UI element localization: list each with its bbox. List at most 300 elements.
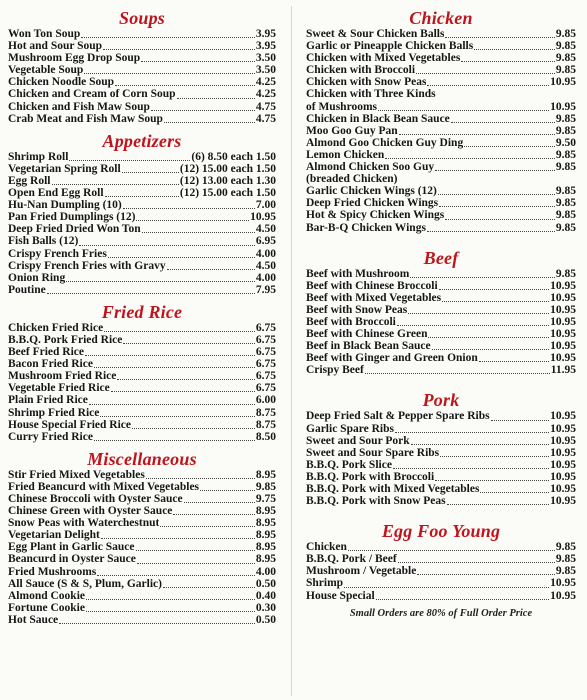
dot-leader — [52, 184, 179, 185]
dot-leader — [439, 206, 555, 207]
dot-leader — [480, 492, 549, 493]
item-name: Mushroom Fried Rice — [8, 370, 117, 383]
item-name: Hot and Sour Soup — [8, 40, 103, 53]
menu-item — [8, 358, 276, 370]
item-price: 10.95 — [550, 76, 576, 89]
item-price: 0.30 — [255, 601, 276, 614]
dot-leader — [200, 490, 255, 491]
item-price: 9.85 — [555, 197, 576, 210]
section-gap — [306, 376, 576, 390]
item-price: 10.95 — [550, 303, 576, 316]
dot-leader — [105, 196, 179, 197]
item-name: Curry Fried Rice — [8, 430, 93, 443]
dot-leader — [408, 313, 549, 314]
menu-item — [306, 495, 576, 507]
item-name: Vegetarian Delight — [8, 529, 100, 542]
item-name: Almond Cookie — [8, 589, 85, 602]
dot-leader — [416, 73, 555, 74]
item-price: (6) 8.50 each 1.50 — [191, 150, 276, 163]
dot-leader — [417, 574, 555, 575]
item-name: Beef with Chinese Green — [306, 328, 428, 341]
dot-leader — [365, 373, 550, 374]
menu-item — [8, 223, 276, 235]
menu-item — [8, 113, 276, 125]
menu-item — [8, 566, 276, 578]
section-heading: Appetizers — [102, 130, 182, 151]
dot-leader — [442, 301, 549, 302]
menu-item — [8, 199, 276, 211]
item-name: Egg Roll — [8, 174, 51, 187]
item-name: Snow Peas with Waterchestnut — [8, 517, 160, 530]
menu-item — [8, 541, 276, 553]
menu-item — [306, 577, 576, 589]
item-name: Fried Mushrooms — [8, 565, 97, 578]
menu-item — [306, 471, 576, 483]
menu-item — [8, 88, 276, 100]
item-price: 4.00 — [255, 271, 276, 284]
item-name: Almond Goo Chicken Guy Ding — [306, 136, 464, 149]
dot-leader — [445, 219, 555, 220]
menu-item — [8, 505, 276, 517]
dot-leader — [164, 122, 255, 123]
dot-leader — [348, 550, 555, 551]
menu-item — [306, 459, 576, 471]
menu-item — [8, 529, 276, 541]
item-name: Vegetable Soup — [8, 64, 84, 77]
dot-leader — [344, 587, 549, 588]
dot-leader — [464, 146, 555, 147]
item-price: 10.95 — [550, 495, 576, 508]
menu-item — [306, 328, 576, 340]
item-price: 4.50 — [255, 259, 276, 272]
menu-right-column — [306, 0, 576, 619]
menu-item — [306, 149, 576, 161]
menu-item — [306, 125, 576, 137]
item-price: 4.00 — [255, 565, 276, 578]
menu-item — [8, 614, 276, 626]
section-heading: Beef — [423, 247, 459, 268]
menu-item — [8, 151, 276, 163]
dot-leader — [85, 355, 255, 356]
item-price: 8.75 — [255, 406, 276, 419]
dot-leader — [435, 480, 549, 481]
dot-leader — [103, 49, 255, 50]
dot-leader — [81, 37, 255, 38]
dot-leader — [97, 575, 255, 576]
menu-item — [306, 541, 576, 553]
item-price: 6.75 — [255, 321, 276, 334]
item-name: Open End Egg Roll — [8, 187, 104, 200]
dot-leader — [163, 587, 255, 588]
item-name: House Special — [306, 589, 375, 602]
menu-item — [8, 52, 276, 64]
item-price: 9.85 — [555, 541, 576, 554]
item-name: Crab Meat and Fish Maw Soup — [8, 112, 163, 125]
item-name: Poutine — [8, 283, 46, 296]
menu-item — [306, 101, 576, 113]
dot-leader — [141, 61, 255, 62]
menu-item — [306, 137, 576, 149]
item-price: 3.95 — [255, 28, 276, 40]
item-price: (12) 15.00 each 1.50 — [179, 162, 276, 175]
dot-leader — [399, 134, 555, 135]
dot-leader — [411, 444, 550, 445]
item-name: Chicken with Three Kinds — [306, 88, 436, 101]
section-heading: Pork — [422, 390, 460, 411]
dot-leader — [395, 432, 549, 433]
dot-leader — [398, 562, 555, 563]
menu-item — [306, 410, 576, 422]
dot-leader — [47, 293, 255, 294]
column-divider — [291, 6, 292, 696]
item-name: Deep Fried Dried Won Ton — [8, 223, 141, 236]
menu-item — [8, 419, 276, 431]
menu-item — [306, 590, 576, 602]
menu-section — [8, 131, 276, 296]
item-name: Sweet and Sour Pork — [306, 434, 410, 447]
item-price: 9.85 — [555, 148, 576, 161]
dot-leader — [122, 172, 179, 173]
menu-item — [8, 235, 276, 247]
menu-item — [306, 316, 576, 328]
item-name: Chinese Green with Oyster Sauce — [8, 505, 173, 518]
item-name: Mushroom / Vegetable — [306, 565, 417, 578]
item-name: Beef with Chinese Broccoli — [306, 279, 438, 292]
item-name: Mushroom Egg Drop Soup — [8, 52, 141, 65]
menu-item — [306, 161, 576, 173]
menu-item — [8, 517, 276, 529]
menu-item — [8, 40, 276, 52]
section-gap — [306, 234, 576, 248]
dot-leader — [428, 337, 549, 338]
menu-item — [306, 113, 576, 125]
item-name: House Special Fried Rice — [8, 418, 131, 431]
dot-leader — [146, 478, 255, 479]
item-name: Hot & Spicy Chicken Wings — [306, 209, 445, 222]
menu-item — [8, 346, 276, 358]
dot-leader — [474, 49, 555, 50]
item-price: 9.85 — [255, 480, 276, 493]
dot-leader — [447, 504, 550, 505]
item-name: Crispy French Fries — [8, 247, 107, 260]
item-price: 8.50 — [255, 430, 276, 443]
menu-item — [306, 423, 576, 435]
item-price: 9.85 — [555, 161, 576, 174]
menu-item — [8, 175, 276, 187]
dot-leader — [177, 98, 255, 99]
menu-item — [306, 268, 576, 280]
item-price: 10.95 — [550, 279, 576, 292]
section-heading: Egg Foo Young — [381, 521, 501, 542]
item-price: 9.85 — [555, 209, 576, 222]
item-price: 6.75 — [255, 333, 276, 346]
item-name: Egg Plant in Garlic Sauce — [8, 541, 135, 554]
menu-item — [8, 469, 276, 481]
dot-leader — [376, 599, 549, 600]
dot-leader — [438, 194, 555, 195]
item-price: 10.95 — [550, 458, 576, 471]
item-price: 9.85 — [555, 28, 576, 40]
dot-leader — [167, 269, 255, 270]
item-name: Crispy French Fries with Gravy — [8, 259, 166, 272]
menu-item — [8, 602, 276, 614]
item-price: 8.95 — [255, 468, 276, 481]
menu-item — [306, 28, 576, 40]
dot-leader — [151, 110, 255, 111]
dot-leader — [86, 599, 255, 600]
menu-section — [306, 248, 576, 377]
menu-item — [8, 76, 276, 88]
dot-leader — [451, 122, 555, 123]
item-price: 4.25 — [255, 76, 276, 89]
item-price: 4.75 — [255, 100, 276, 113]
item-name: Fish Balls (12) — [8, 235, 79, 248]
item-name: Shrimp — [306, 577, 344, 590]
dot-leader — [173, 514, 254, 515]
dot-leader — [108, 257, 255, 258]
dot-leader — [123, 208, 255, 209]
dot-leader — [378, 110, 549, 111]
dot-leader — [86, 611, 255, 612]
item-price: 9.85 — [555, 185, 576, 198]
menu-item — [306, 197, 576, 209]
item-price: 10.95 — [550, 589, 576, 602]
menu-section — [8, 302, 276, 443]
dot-leader — [104, 331, 255, 332]
menu-section — [8, 449, 276, 626]
small-orders-note: Small Orders are 80% of Full Order Price — [349, 607, 533, 619]
item-price: 6.95 — [255, 235, 276, 248]
item-name: Chicken — [306, 541, 347, 554]
menu-item — [8, 553, 276, 565]
dot-leader — [89, 404, 255, 405]
menu-item — [306, 304, 576, 316]
dot-leader — [385, 158, 555, 159]
item-price: 10.95 — [550, 577, 576, 590]
item-price: 10.95 — [550, 434, 576, 447]
item-name: Chicken with Mixed Vegetables — [306, 52, 461, 65]
item-name: Chicken with Snow Peas — [306, 76, 427, 89]
dot-leader — [440, 456, 549, 457]
item-price: 0.40 — [255, 589, 276, 602]
item-name: Chicken Noodle Soup — [8, 76, 115, 89]
menu-item — [306, 40, 576, 52]
item-price: (12) 15.00 each 1.50 — [179, 187, 276, 200]
menu-item — [8, 211, 276, 223]
item-name: Pan Fried Dumplings (12) — [8, 211, 136, 224]
item-name: B.B.Q. Pork / Beef — [306, 553, 397, 566]
item-name: Onion Ring — [8, 271, 66, 284]
menu-item — [306, 173, 576, 185]
item-price: 9.85 — [555, 553, 576, 566]
item-name: Fortune Cookie — [8, 601, 85, 614]
dot-leader — [432, 349, 550, 350]
menu-section — [306, 8, 576, 234]
menu-item — [8, 28, 276, 40]
item-price: 6.75 — [255, 358, 276, 371]
menu-item — [8, 382, 276, 394]
item-price: (12) 13.00 each 1.30 — [179, 174, 276, 187]
menu-item — [8, 370, 276, 382]
menu-item — [306, 64, 576, 76]
item-price: 10.95 — [550, 352, 576, 365]
dot-leader — [410, 277, 555, 278]
dot-leader — [59, 623, 255, 624]
item-name: Chicken in Black Bean Sauce — [306, 112, 450, 125]
menu-left-column — [8, 0, 276, 626]
item-name: Garlic or Pineapple Chicken Balls — [306, 40, 474, 53]
dot-leader — [142, 232, 255, 233]
item-name: Beef with Mixed Vegetables — [306, 291, 442, 304]
item-name: Vegetarian Spring Roll — [8, 162, 121, 175]
item-price: 10.95 — [550, 340, 576, 353]
item-name: Beef in Black Bean Sauce — [306, 340, 431, 353]
menu-item — [306, 222, 576, 234]
item-name: All Sauce (S & S, Plum, Garlic) — [8, 577, 162, 590]
item-name: Sweet and Sour Spare Ribs — [306, 446, 440, 459]
menu-item — [306, 76, 576, 88]
menu-item — [8, 394, 276, 406]
item-price: 9.85 — [555, 267, 576, 280]
item-price: 10.95 — [550, 483, 576, 495]
item-price: 9.50 — [555, 136, 576, 149]
menu-item — [306, 483, 576, 495]
item-name: Beef with Snow Peas — [306, 303, 408, 316]
item-price: 9.85 — [555, 565, 576, 578]
item-price: 10.95 — [550, 291, 576, 304]
item-name: Almond Chicken Soo Guy — [306, 161, 435, 174]
item-price: 0.50 — [255, 577, 276, 590]
dot-leader — [461, 61, 555, 62]
item-name: B.B.Q. Pork with Mixed Vegetables — [306, 483, 480, 495]
menu-item — [306, 435, 576, 447]
dot-leader — [427, 231, 555, 232]
item-price: 6.75 — [255, 346, 276, 359]
item-name: Stir Fried Mixed Vegetables — [8, 468, 145, 481]
dot-leader — [132, 428, 255, 429]
menu-item — [8, 481, 276, 493]
item-name: Fried Beancurd with Mixed Vegetables — [8, 480, 200, 493]
menu-item — [8, 248, 276, 260]
item-price: 3.95 — [255, 40, 276, 53]
item-price: 4.00 — [255, 247, 276, 260]
menu-item — [306, 447, 576, 459]
section-heading: Fried Rice — [101, 301, 183, 322]
menu-item — [306, 209, 576, 221]
dot-leader — [123, 343, 255, 344]
item-name: Hot Sauce — [8, 613, 59, 626]
item-name: Beef with Broccoli — [306, 315, 396, 328]
item-name: Beef Fried Rice — [8, 346, 84, 359]
menu-item — [8, 590, 276, 602]
dot-leader — [94, 367, 255, 368]
item-price: 8.95 — [255, 505, 276, 518]
dot-leader — [397, 325, 549, 326]
item-price: 8.95 — [255, 553, 276, 566]
item-name: Garlic Spare Ribs — [306, 422, 394, 435]
item-name: Garlic Chicken Wings (12) — [306, 185, 437, 198]
item-price: 7.00 — [255, 199, 276, 212]
menu-item — [8, 64, 276, 76]
menu-item — [8, 334, 276, 346]
item-price: 10.95 — [550, 470, 576, 483]
section-gap — [306, 507, 576, 521]
menu-item — [306, 88, 576, 100]
dot-leader — [160, 526, 255, 527]
dot-leader — [491, 420, 550, 421]
menu-item — [8, 322, 276, 334]
menu-item — [8, 493, 276, 505]
menu-item — [8, 163, 276, 175]
menu-item — [306, 52, 576, 64]
item-name: Chicken and Cream of Corn Soup — [8, 88, 176, 101]
item-name: Plain Fried Rice — [8, 394, 88, 407]
item-name: Bar-B-Q Chicken Wings — [306, 221, 426, 234]
item-name: (breaded Chicken) — [306, 173, 398, 186]
item-price: 10.95 — [550, 315, 576, 328]
dot-leader — [101, 538, 255, 539]
item-name: Hu-Nan Dumpling (10) — [8, 199, 122, 212]
item-name: B.B.Q. Pork Slice — [306, 458, 392, 471]
dot-leader — [79, 245, 255, 246]
item-price: 8.95 — [255, 517, 276, 530]
item-price: 9.85 — [555, 124, 576, 137]
item-name: Shrimp Fried Rice — [8, 406, 100, 419]
dot-leader — [136, 550, 255, 551]
menu-item — [8, 407, 276, 419]
item-name: B.B.Q. Pork with Broccoli — [306, 470, 435, 483]
item-name: B.B.Q. Pork Fried Rice — [8, 333, 123, 346]
item-price: 9.85 — [555, 64, 576, 77]
item-price: 9.85 — [555, 112, 576, 125]
menu-item — [8, 431, 276, 443]
menu-item — [306, 340, 576, 352]
dot-leader — [115, 85, 255, 86]
dot-leader — [84, 73, 255, 74]
item-price: 8.95 — [255, 541, 276, 554]
item-price: 8.75 — [255, 418, 276, 431]
menu-item — [8, 578, 276, 590]
item-price: 10.95 — [250, 211, 276, 224]
item-name: Chicken Fried Rice — [8, 321, 104, 334]
item-price: 6.00 — [255, 394, 276, 407]
menu-item — [8, 260, 276, 272]
item-price: 9.85 — [555, 52, 576, 65]
dot-leader — [445, 37, 554, 38]
item-price: 4.25 — [255, 88, 276, 101]
menu-section — [306, 521, 576, 601]
item-price: 11.95 — [550, 364, 576, 377]
dot-leader — [393, 468, 549, 469]
dot-leader — [427, 85, 549, 86]
menu-item — [306, 352, 576, 364]
item-name: Chinese Broccoli with Oyster Sauce — [8, 493, 183, 505]
menu-item — [306, 292, 576, 304]
item-price: 4.75 — [255, 112, 276, 125]
item-price: 10.95 — [550, 446, 576, 459]
item-name: Sweet & Sour Chicken Balls — [306, 28, 445, 40]
dot-leader — [136, 220, 249, 221]
dot-leader — [100, 416, 255, 417]
dot-leader — [439, 289, 549, 290]
menu-section — [8, 8, 276, 125]
item-name: Beef with Ginger and Green Onion — [306, 352, 478, 365]
item-price: 8.95 — [255, 529, 276, 542]
item-name: Beancurd in Oyster Sauce — [8, 553, 136, 566]
item-price: 10.95 — [550, 100, 576, 113]
menu-item — [306, 364, 576, 376]
item-name: Moo Goo Guy Pan — [306, 124, 398, 137]
